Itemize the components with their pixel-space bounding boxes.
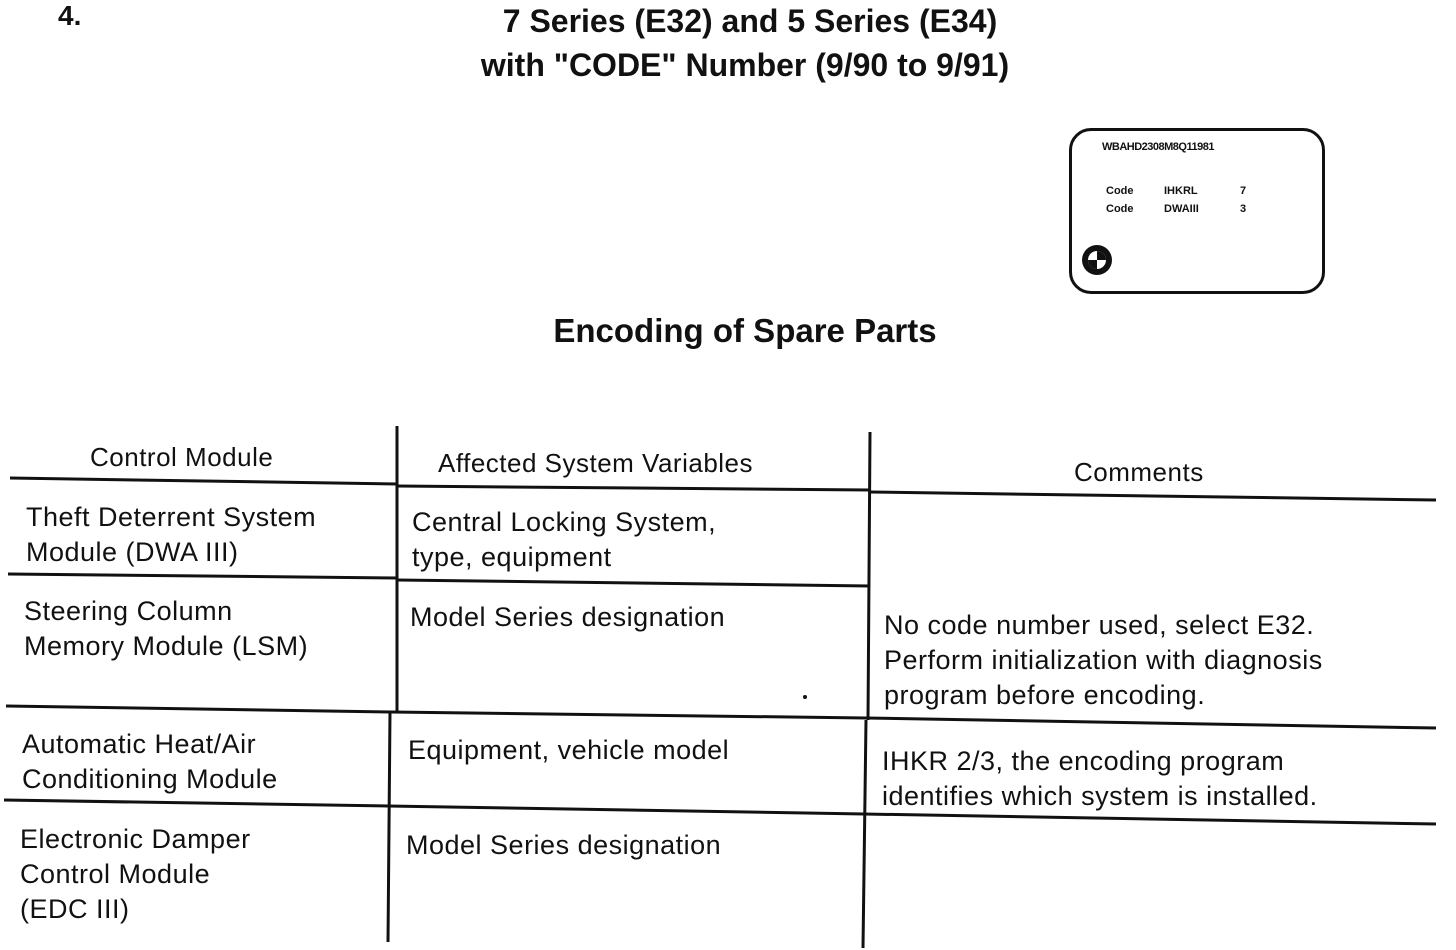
- row-divider: [397, 486, 870, 490]
- header-affected-variables: Affected System Variables: [438, 448, 754, 478]
- section-heading: Encoding of Spare Parts: [553, 312, 937, 349]
- page-subtitle: with "CODE" Number (9/90 to 9/91): [480, 47, 1010, 83]
- row-divider: [4, 800, 388, 806]
- code-key: Code: [1106, 185, 1134, 197]
- code-value: DWAIII: [1164, 203, 1199, 215]
- code-number: 3: [1240, 203, 1247, 215]
- row-divider: [397, 580, 870, 586]
- table-cell-module: Theft Deterrent System Module (DWA III): [26, 502, 317, 567]
- table-cell-module: Electronic Damper Control Module (EDC III): [20, 824, 251, 924]
- header-control-module: Control Module: [90, 442, 274, 472]
- row-divider: [392, 712, 866, 718]
- code-number: 7: [1240, 185, 1247, 197]
- section-number: 4.: [58, 0, 82, 31]
- row-divider: [8, 574, 397, 578]
- row-divider: [388, 806, 864, 814]
- column-divider: [388, 712, 390, 942]
- table-cell-variables: Central Locking System, type, equipment: [412, 507, 717, 572]
- row-divider: [6, 706, 392, 712]
- row-divider: [870, 492, 1436, 500]
- table-cell-module: Steering Column Memory Module (LSM): [24, 596, 309, 661]
- table-cell-module: Automatic Heat/Air Conditioning Module: [22, 729, 278, 794]
- table-cell-variables: Model Series designation: [406, 830, 722, 860]
- table-cell-comments: IHKR 2/3, the encoding program identifies which system is installed.: [882, 746, 1318, 811]
- column-divider: [868, 432, 870, 720]
- row-divider: [10, 478, 397, 484]
- code-value: IHKRL: [1164, 185, 1198, 197]
- table-cell-comments: No code number used, select E32. Perform initialization with diagnosis program before encoding.: [884, 610, 1323, 710]
- row-divider: [866, 718, 1436, 728]
- column-divider: [863, 720, 866, 948]
- vin-number: WBAHD2308M8Q11981: [1102, 141, 1214, 153]
- table-cell-variables: Equipment, vehicle model: [408, 735, 730, 765]
- table-cell-variables: Model Series designation: [410, 602, 726, 632]
- page-title: 7 Series (E32) and 5 Series (E34): [502, 3, 998, 39]
- row-divider: [864, 814, 1436, 824]
- header-comments: Comments: [1074, 457, 1204, 487]
- code-key: Code: [1106, 203, 1134, 215]
